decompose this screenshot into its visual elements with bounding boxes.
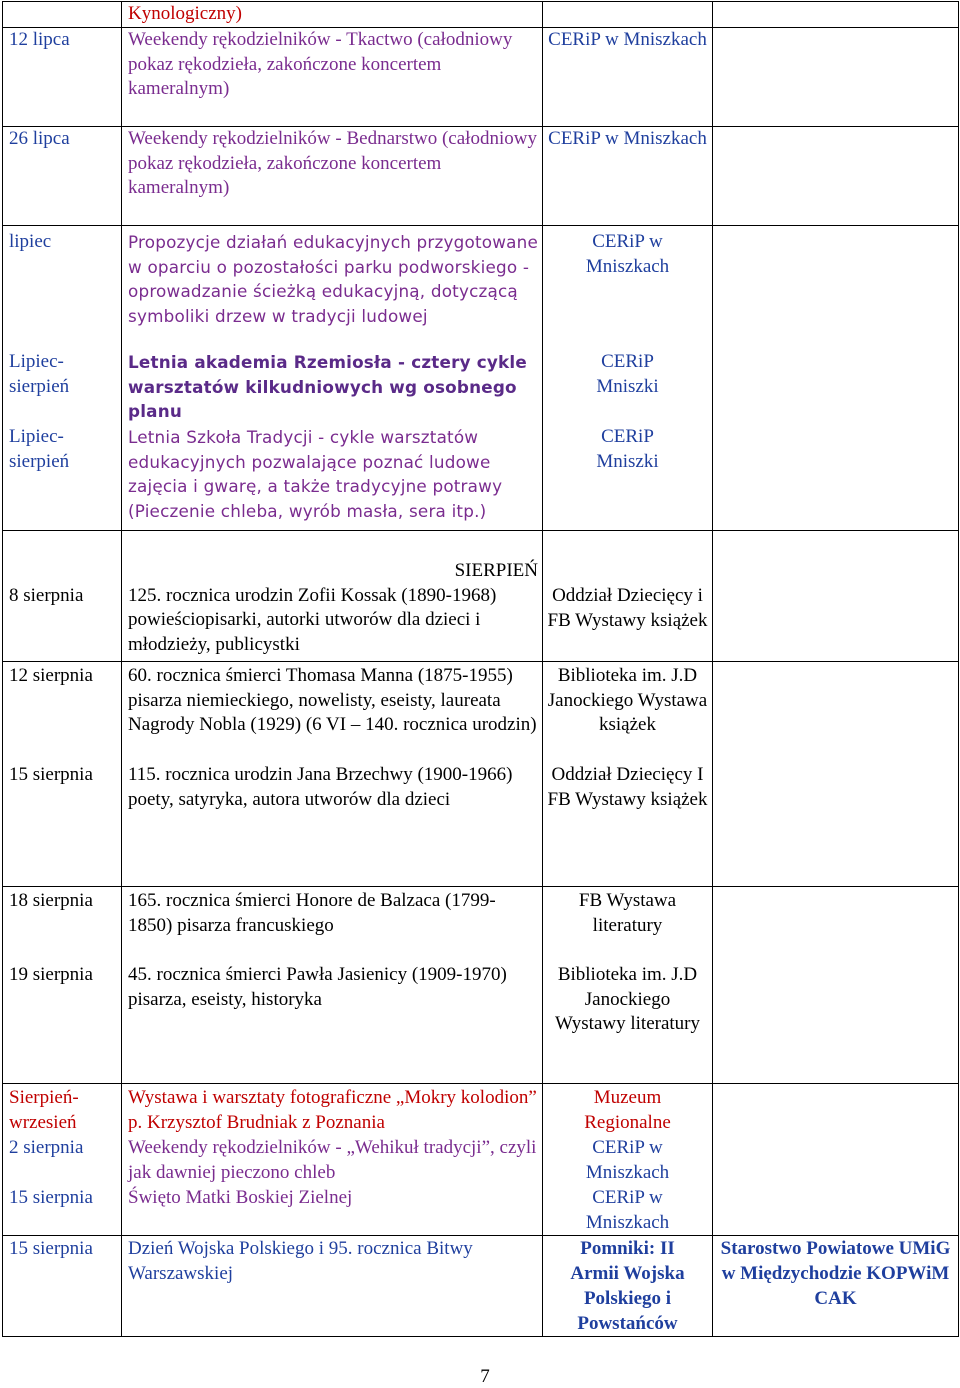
date-cell: 15 sierpnia — [9, 1187, 93, 1208]
date-cell: 12 sierpnia — [9, 665, 93, 686]
organizer-cell: CERiP w Mniszkach — [585, 231, 670, 277]
table-row — [3, 28, 959, 127]
organizer-cell: CERiP w Mniszkach — [585, 1137, 670, 1183]
table-row — [3, 531, 959, 662]
event-cell: Dzień Wojska Polskiego i 95. rocznica Bitwy Warszawskiej — [122, 1236, 543, 1337]
date-cell: lipiec — [9, 231, 52, 252]
event-cell: 115. rocznica urodzin Jana Brzechwy (1900-1966) poety, satyryka, autora utworów dla dzieci — [128, 764, 513, 810]
event-cell: Letnia akademia Rzemiosła - cztery cykle warsztatów kilkudniowych wg osobnego planu — [128, 352, 527, 422]
page-number: 7 — [480, 1366, 490, 1387]
table-row — [3, 887, 959, 1084]
table-row — [3, 1084, 959, 1236]
organizer-cell: Pomniki: II Armii Wojska Polskiego i Powstańców — [570, 1238, 685, 1334]
organizer-cell: Biblioteka im. J.D Janockiego Wystawy literatury — [554, 964, 700, 1035]
table-row — [3, 1236, 959, 1337]
table-row — [3, 226, 959, 531]
event-cell: Weekendy rękodzielników - Tkactwo (całodniowy pokaz rękodzieła, zakończone koncertem kameralnym) — [122, 28, 543, 127]
organizer-cell: Oddział Dziecięcy i FB Wystawy książek — [547, 585, 708, 631]
date-cell: 8 sierpnia — [9, 585, 84, 606]
event-cell: 165. rocznica śmierci Honore de Balzaca (1799-1850) pisarza francuskiego — [128, 890, 496, 936]
event-cell: Weekendy rękodzielników - Bednarstwo (całodniowy pokaz rękodzieła, zakończone koncertem kameralnym) — [122, 127, 543, 226]
event-cell: Święto Matki Boskiej Zielnej — [128, 1187, 353, 1208]
organizer-cell: Oddział Dziecięcy I FB Wystawy książek — [547, 764, 708, 810]
organizer-cell: CERiP Mniszki — [596, 351, 659, 397]
table-row — [3, 662, 959, 887]
organizer-cell: Muzeum Regionalne — [584, 1087, 671, 1133]
date-cell: 2 sierpnia — [9, 1137, 84, 1158]
organizer-cell: CERiP Mniszki — [596, 426, 659, 472]
date-cell: 15 sierpnia — [3, 1236, 122, 1337]
date-cell: Lipiec-sierpień — [9, 426, 70, 472]
event-cell: Wystawa i warsztaty fotograficzne „Mokry kolodion” p. Krzysztof Brudniak z Poznania — [128, 1087, 537, 1133]
organizer-cell: CERiP w Mniszkach — [543, 127, 713, 226]
event-cell: Weekendy rękodzielników - „Wehikuł tradycji”, czyli jak dawniej pieczono chleb — [128, 1137, 537, 1183]
event-cell: Kynologiczny) — [122, 2, 543, 28]
partners-cell: Starostwo Powiatowe UMiG w Międzychodzie KOPWiM CAK — [713, 1236, 959, 1337]
organizer-cell: FB Wystawa literatury — [578, 890, 677, 936]
date-cell: 19 sierpnia — [9, 964, 93, 985]
event-cell: Propozycje działań edukacyjnych przygotowane w oparciu o pozostałości parku podworskiego - oprowadzanie ścieżką edukacyjną, dotyczącą symboliki drzew w tradycji ludowej — [128, 232, 538, 327]
event-cell: 60. rocznica śmierci Thomasa Manna (1875-1955) pisarza niemieckiego, nowelisty, eseisty, laureata Nagrody Nobla (1929) (6 VI – 140. rocznica urodzin) — [128, 665, 537, 736]
date-cell: 15 sierpnia — [9, 764, 93, 785]
date-cell: 12 lipca — [3, 28, 122, 127]
month-heading: SIERPIEŃ — [454, 560, 538, 581]
event-cell: 125. rocznica urodzin Zofii Kossak (1890-1968) powieściopisarki, autorki utworów dla dzieci i młodzieży, publicystki — [128, 584, 497, 656]
event-cell: Letnia Szkoła Tradycji - cykle warsztatów edukacyjnych pozwalające poznać ludowe zajęcia i gwarę, a także tradycyjne potrawy (Pieczenie chleba, wyrób masła, sera itp.) — [128, 427, 503, 522]
organizer-cell: CERiP w Mniszkach — [543, 28, 713, 127]
organizer-cell: Biblioteka im. J.D Janockiego Wystawa książek — [547, 665, 708, 736]
date-cell: 18 sierpnia — [9, 890, 93, 911]
date-cell: 26 lipca — [3, 127, 122, 226]
table-row — [3, 2, 959, 28]
date-cell: Sierpień-wrzesień — [9, 1087, 79, 1133]
organizer-cell: CERiP w Mniszkach — [585, 1187, 670, 1233]
event-cell: 45. rocznica śmierci Pawła Jasienicy (1909-1970) pisarza, eseisty, historyka — [128, 964, 507, 1010]
table-row — [3, 127, 959, 226]
date-cell: Lipiec-sierpień — [9, 351, 70, 397]
events-table — [2, 1, 959, 1337]
